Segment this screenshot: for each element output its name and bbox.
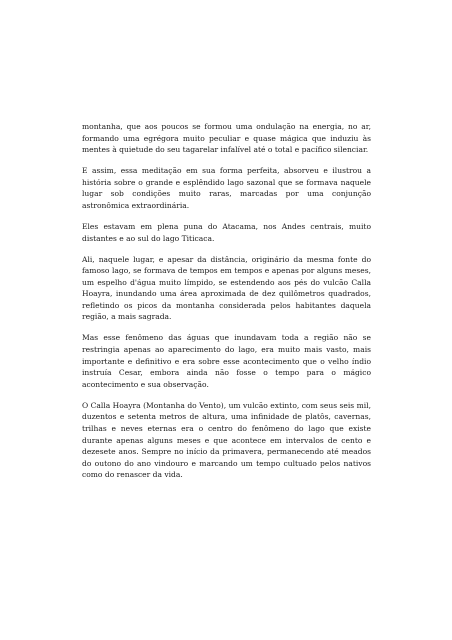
paragraph-1: montanha, que aos poucos se formou uma ondulação na energia, no ar, formando uma egrégora muito peculiar e quase mágica que induziu às mentes à quietude do seu tagarelar infalível até o total e pacífico silenciar.	[82, 122, 371, 155]
paragraph-3: Eles estavam em plena puna do Atacama, nos Andes centrais, muito distantes e ao sul do lago Titicaca.	[82, 221, 371, 243]
paragraph-2: E assim, essa meditação em sua forma perfeita, absorveu e ilustrou a história sobre o grande e esplêndido lago sazonal que se formava naquele lugar sob condições muito raras, marcadas por uma conjunção astronômica extraordinária.	[82, 166, 371, 210]
page-body-text	[82, 121, 371, 490]
paragraph-5: Mas esse fenômeno das águas que inundavam toda a região não se restringia apenas ao aparecimento do lago, era muito mais vasto, mais importante e definitivo e era sobre esse acontecimento que o velho índio instruía Cesar, embora ainda não fosse o tempo para o mágico acontecimento e sua observação.	[82, 333, 371, 389]
paragraph-6: O Calla Hoayra (Montanha do Vento), um vulcão extinto, com seus seis mil, duzentos e setenta metros de altura, uma infinidade de platôs, cavernas, trilhas e neves eternas era o centro do fenômeno do lago que existe durante apenas alguns meses e que acontece em intervalos de cento e dezesete anos. Sempre no início da primavera, permanecendo até meados do outono do ano vindouro e marcando um tempo cultuado pelos nativos como do renascer da vida.	[82, 400, 371, 480]
paragraph-4: Ali, naquele lugar, e apesar da distância, originário da mesma fonte do famoso lago, se formava de tempos em tempos e apenas por alguns meses, um espelho d'água muito límpido, se estendendo aos pés do vulcão Calla Hoayra, inundando uma área aproximada de dez quilômetros quadrados, refletindo os picos da montanha considerada pelos habitantes daquela região, a mais sagrada.	[82, 254, 371, 322]
